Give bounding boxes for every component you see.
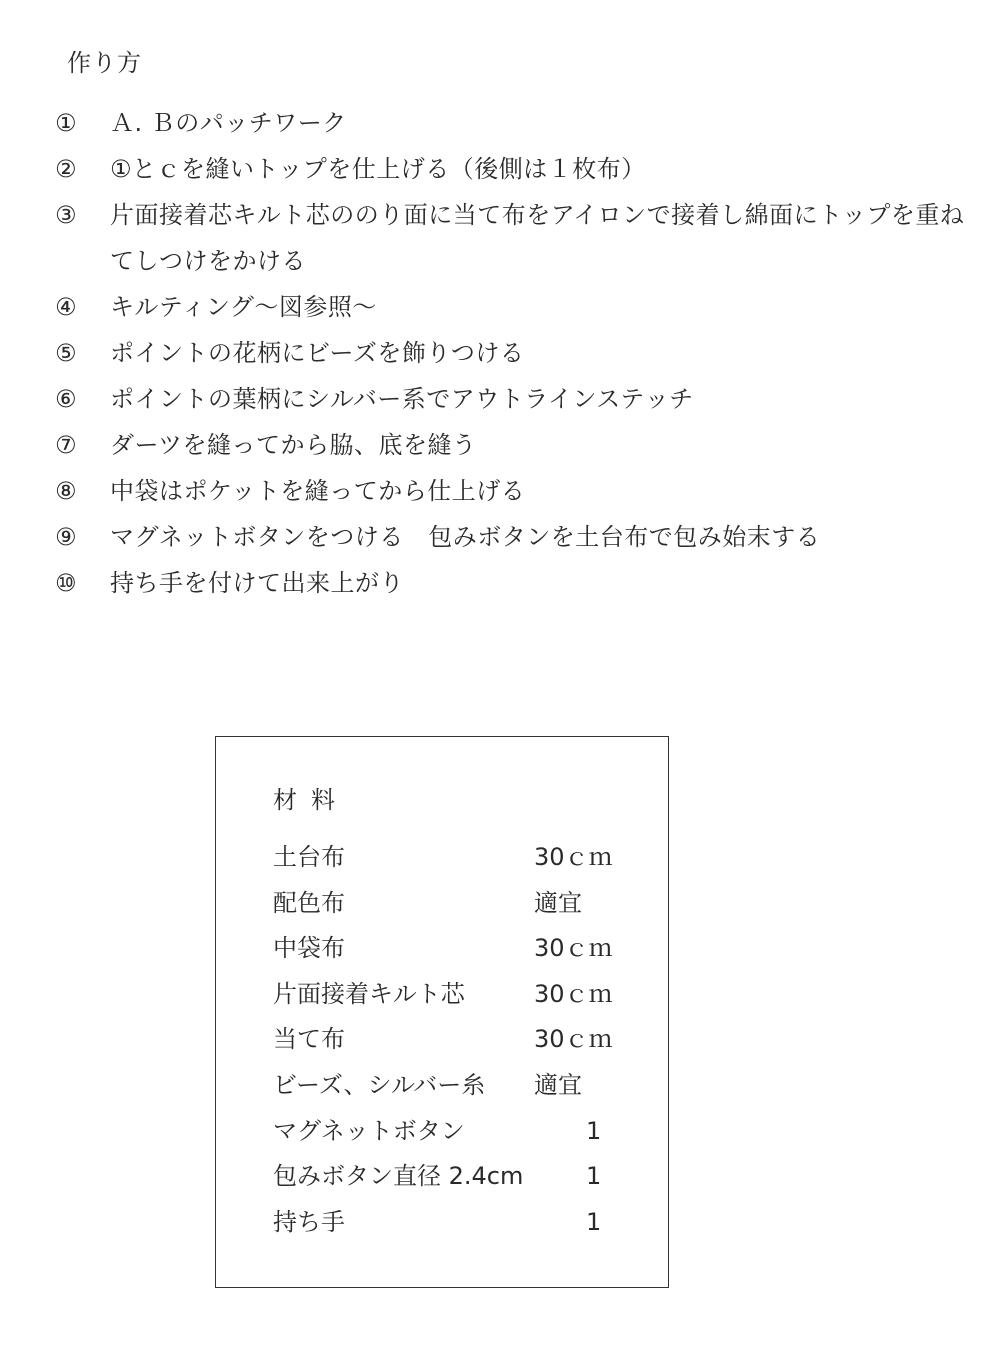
step-item (55, 100, 985, 146)
material-amount: 1 (586, 1162, 602, 1191)
material-name: 土台布 (273, 843, 345, 871)
material-amount: 1 (586, 1207, 602, 1236)
step-number: ④ (55, 293, 78, 321)
step-text: ポイントの花柄にビーズを飾りつける (110, 339, 525, 367)
materials-title: 材料 (273, 786, 349, 814)
material-amount: 30ｃｍ (534, 979, 613, 1008)
step-number: ⑨ (55, 523, 78, 551)
material-name: 当て布 (273, 1025, 345, 1054)
material-row (273, 1156, 653, 1202)
instructions-heading: 作り方 (67, 49, 142, 77)
step-text: 片面接着芯キルト芯ののり面に当て布をアイロンで接着し綿面にトップを重ねてしつけをかける (110, 201, 965, 275)
step-text: 中袋はポケットを縫ってから仕上げる (110, 477, 526, 505)
material-row (273, 883, 653, 929)
step-item (55, 284, 985, 330)
material-name: 包みボタン直径 2.4cm (273, 1162, 524, 1191)
step-number: ⑩ (55, 569, 78, 597)
step-text: 持ち手を付けて出来上がり (110, 569, 404, 597)
step-item (55, 560, 985, 606)
step-text: マグネットボタンをつける 包みボタンを土台布で包み始末する (110, 523, 821, 551)
materials-box (215, 736, 669, 1288)
material-amount: 30ｃｍ (534, 934, 613, 963)
material-name: 片面接着キルト芯 (273, 979, 465, 1008)
material-amount: 30ｃｍ (534, 1025, 613, 1054)
material-name: マグネットボタン (273, 1116, 465, 1145)
step-text: ①とｃを縫いトップを仕上げる（後側は１枚布） (110, 155, 646, 183)
step-text: ダーツを縫ってから脇、底を縫う (110, 431, 477, 459)
step-text: Ａ. Ｂのパッチワーク (110, 109, 347, 137)
step-number: ① (55, 109, 78, 137)
material-row (273, 1065, 653, 1111)
material-row (273, 1202, 653, 1248)
material-name: 中袋布 (273, 934, 345, 963)
step-number: ⑤ (55, 339, 78, 367)
material-row (273, 1019, 653, 1065)
material-name: 配色布 (273, 888, 345, 917)
step-item (55, 330, 985, 376)
material-row (273, 928, 653, 974)
materials-list (273, 837, 653, 1247)
step-number: ③ (55, 201, 78, 229)
step-number: ⑥ (55, 385, 78, 413)
step-item (55, 468, 985, 514)
step-item (55, 514, 985, 560)
steps-list (55, 100, 985, 606)
material-amount: 1 (586, 1116, 602, 1145)
material-name: 持ち手 (273, 1207, 345, 1236)
material-amount: 適宜 (534, 888, 582, 917)
step-text: ポイントの葉柄にシルバー系でアウトラインステッチ (110, 385, 694, 413)
material-row (273, 974, 653, 1020)
material-row (273, 837, 653, 883)
material-row (273, 1111, 653, 1157)
step-item (55, 422, 985, 468)
step-item (55, 146, 985, 192)
step-number: ⑦ (55, 431, 78, 459)
material-amount: 適宜 (534, 1070, 582, 1099)
material-amount: 30ｃｍ (534, 843, 613, 871)
step-item (55, 192, 985, 284)
step-number: ② (55, 155, 78, 183)
step-item (55, 376, 985, 422)
step-number: ⑧ (55, 477, 78, 505)
material-name: ビーズ、シルバー糸 (273, 1070, 486, 1099)
step-text: キルティング〜図参照〜 (110, 293, 377, 321)
